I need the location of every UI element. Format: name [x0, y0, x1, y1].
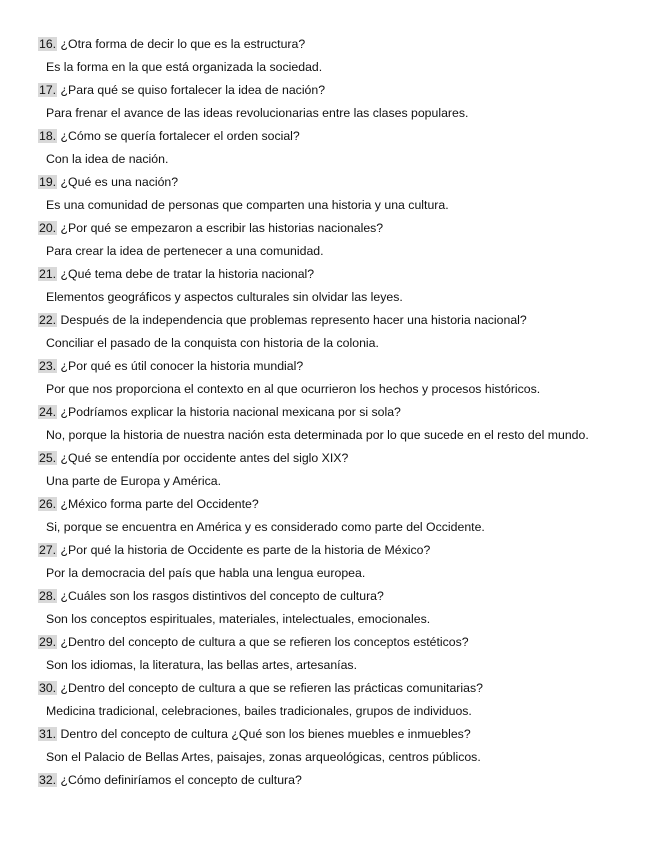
question-text: ¿Qué se entendía por occidente antes del siglo XIX?	[57, 451, 349, 465]
question-number: 23.	[39, 359, 57, 373]
question-text: ¿Dentro del concepto de cultura a que se refieren las prácticas comunitarias?	[57, 681, 483, 695]
question-19	[38, 174, 638, 190]
question-16	[38, 36, 638, 52]
question-22	[38, 312, 638, 328]
answer-25: Una parte de Europa y América.	[46, 474, 221, 488]
question-number: 16.	[39, 37, 57, 51]
question-text: ¿Por qué es útil conocer la historia mundial?	[57, 359, 304, 373]
answer-17: Para frenar el avance de las ideas revolucionarias entre las clases populares.	[46, 106, 469, 120]
question-text: ¿México forma parte del Occidente?	[57, 497, 259, 511]
question-17	[38, 82, 638, 98]
question-number: 28.	[39, 589, 57, 603]
qa-item-19	[38, 174, 638, 213]
answer-24: No, porque la historia de nuestra nación esta determinada por lo que sucede en el resto del mundo.	[46, 428, 589, 442]
qa-item-21	[38, 266, 638, 305]
answer-27: Por la democracia del país que habla una lengua europea.	[46, 566, 366, 580]
question-27	[38, 542, 638, 558]
question-24	[38, 404, 638, 420]
question-text: ¿Podríamos explicar la historia nacional mexicana por si sola?	[57, 405, 401, 419]
question-29	[38, 634, 638, 650]
question-26	[38, 496, 638, 512]
qa-item-29	[38, 634, 638, 673]
question-text: ¿Cuáles son los rasgos distintivos del concepto de cultura?	[57, 589, 384, 603]
answer-30: Medicina tradicional, celebraciones, bailes tradicionales, grupos de individuos.	[46, 704, 472, 718]
question-number: 29.	[39, 635, 57, 649]
qa-item-24	[38, 404, 638, 443]
question-text: ¿Cómo definiríamos el concepto de cultura?	[57, 773, 302, 787]
answer-18: Con la idea de nación.	[46, 152, 169, 166]
question-text: ¿Qué es una nación?	[57, 175, 179, 189]
question-text: Después de la independencia que problemas represento hacer una historia nacional?	[57, 313, 527, 327]
answer-20: Para crear la idea de pertenecer a una comunidad.	[46, 244, 324, 258]
qa-item-20	[38, 220, 638, 259]
qa-item-27	[38, 542, 638, 581]
question-text: ¿Por qué se empezaron a escribir las historias nacionales?	[57, 221, 384, 235]
answer-31: Son el Palacio de Bellas Artes, paisajes, zonas arqueológicas, centros públicos.	[46, 750, 481, 764]
question-number: 22.	[39, 313, 57, 327]
question-number: 18.	[39, 129, 57, 143]
qa-item-23	[38, 358, 638, 397]
qa-item-16	[38, 36, 638, 75]
qa-item-22	[38, 312, 638, 351]
question-number: 25.	[39, 451, 57, 465]
question-text: ¿Otra forma de decir lo que es la estructura?	[57, 37, 306, 51]
question-number: 27.	[39, 543, 57, 557]
question-number: 26.	[39, 497, 57, 511]
question-list	[38, 36, 638, 795]
question-20	[38, 220, 638, 236]
question-number: 21.	[39, 267, 57, 281]
question-number: 20.	[39, 221, 57, 235]
question-28	[38, 588, 638, 604]
question-number: 30.	[39, 681, 57, 695]
answer-16: Es la forma en la que está organizada la sociedad.	[46, 60, 323, 74]
answer-23: Por que nos proporciona el contexto en al que ocurrieron los hechos y procesos históricos.	[46, 382, 541, 396]
question-30	[38, 680, 638, 696]
qa-item-30	[38, 680, 638, 719]
qa-item-25	[38, 450, 638, 489]
question-number: 32.	[39, 773, 57, 787]
qa-item-26	[38, 496, 638, 535]
question-21	[38, 266, 638, 282]
question-number: 31.	[39, 727, 57, 741]
qa-item-18	[38, 128, 638, 167]
question-text: ¿Qué tema debe de tratar la historia nacional?	[57, 267, 315, 281]
answer-21: Elementos geográficos y aspectos culturales sin olvidar las leyes.	[46, 290, 403, 304]
qa-item-31	[38, 726, 638, 765]
question-text: ¿Cómo se quería fortalecer el orden social?	[57, 129, 300, 143]
question-25	[38, 450, 638, 466]
question-number: 19.	[39, 175, 57, 189]
question-number: 17.	[39, 83, 57, 97]
answer-26: Si, porque se encuentra en América y es considerado como parte del Occidente.	[46, 520, 485, 534]
qa-item-28	[38, 588, 638, 627]
qa-item-32	[38, 772, 638, 788]
question-31	[38, 726, 638, 742]
answer-19: Es una comunidad de personas que comparten una historia y una cultura.	[46, 198, 449, 212]
question-number: 24.	[39, 405, 57, 419]
question-23	[38, 358, 638, 374]
answer-29: Son los idiomas, la literatura, las bellas artes, artesanías.	[46, 658, 357, 672]
question-text: Dentro del concepto de cultura ¿Qué son los bienes muebles e inmuebles?	[57, 727, 471, 741]
answer-22: Conciliar el pasado de la conquista con historia de la colonia.	[46, 336, 379, 350]
question-18	[38, 128, 638, 144]
question-text: ¿Para qué se quiso fortalecer la idea de nación?	[57, 83, 326, 97]
question-text: ¿Dentro del concepto de cultura a que se refieren los conceptos estéticos?	[57, 635, 469, 649]
qa-item-17	[38, 82, 638, 121]
answer-28: Son los conceptos espirituales, materiales, intelectuales, emocionales.	[46, 612, 431, 626]
question-text: ¿Por qué la historia de Occidente es parte de la historia de México?	[57, 543, 431, 557]
question-32	[38, 772, 638, 788]
